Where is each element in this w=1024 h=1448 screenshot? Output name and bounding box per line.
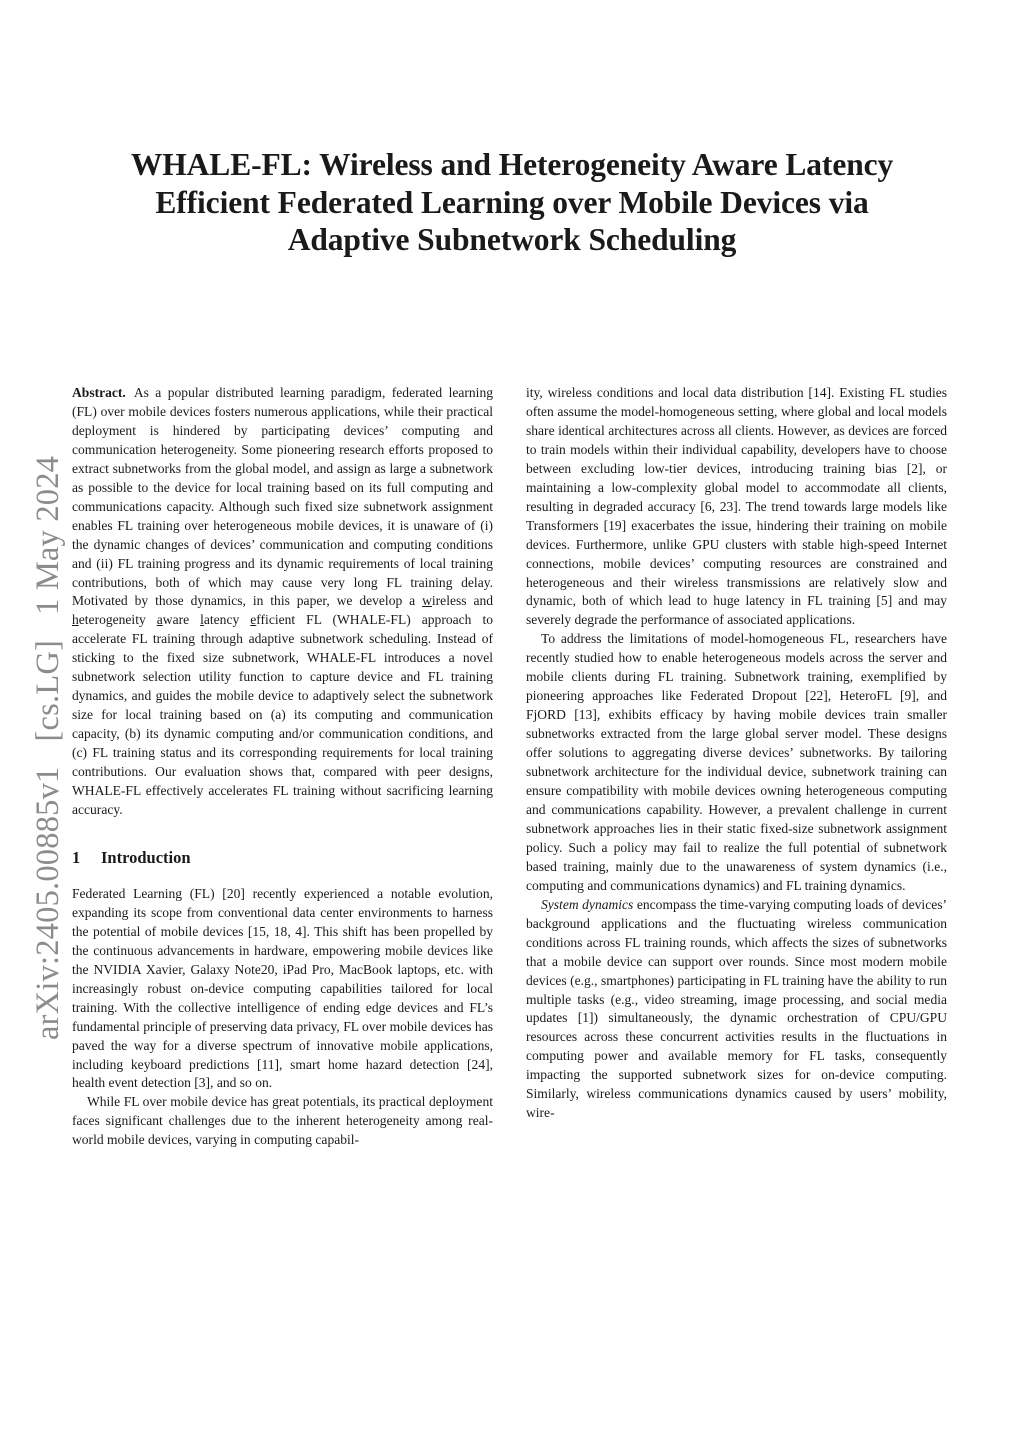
section-number: 1 (72, 847, 81, 867)
emphasis-term: System dynamics (541, 896, 634, 912)
right-column (526, 384, 947, 1123)
left-column (72, 384, 493, 1150)
acronym-letter: h (72, 612, 79, 628)
arxiv-category: [cs.LG] (30, 639, 66, 742)
abstract-text: As a popular distributed learning paradigm, federated learning (FL) over mobile devices fosters numerous applications, while their practical deployment is hindered by participating devices’ computing and communication heterogeneity. Some pioneering research efforts proposed to extract subnetworks from the global model, and assign as large a subnetwork as possible to the device for local training based on its full computing and communications capacity. Although such fixed size subnetwork assignment enables FL training over heterogeneous mobile devices, it is unaware of (i) the dynamic changes of devices’ communication and computing conditions and (ii) FL training progress and its dynamic requirements of local training contributions, both of which may cause very long FL training delay. Motivated by those dynamics, in this paper, we develop a (72, 385, 493, 609)
section-title: Introduction (101, 847, 191, 867)
acronym-letter: e (250, 612, 257, 628)
title-line: Adaptive Subnetwork Scheduling (287, 222, 737, 257)
arxiv-id: arXiv:2405.00885v1 (30, 766, 66, 1040)
abstract (72, 384, 493, 820)
intro-paragraph: While FL over mobile device has great potentials, its practical deployment faces significant challenges due to the inherent heterogeneity among real-world mobile devices, varying in computing capabil- (72, 1094, 493, 1148)
acronym-rest: fficient FL (256, 612, 322, 628)
acronym-rest: atency (203, 612, 251, 628)
paper-title (60, 146, 964, 259)
arxiv-date: 1 May 2024 (30, 455, 66, 615)
body-paragraph: ity, wireless conditions and local data distribution [14]. Existing FL studies often assume the model-homogeneous setting, where global and local models share identical architectures across all clients. However, as devices are forced to train models within their individual capability, developers have to choose between excluding low-tier devices, introducing training bias [2], or maintaining a low-complexity global model to accommodate all clients, resulting in degraded accuracy [6, 23]. The trend towards large models like Transformers [19] exacerbates the issue, hindering their training on mobile devices. Furthermore, unlike GPU clusters with stable high-speed Internet connections, mobile devices’ computing resources are constrained and heterogeneous and their wireless transmissions are relatively slow and dynamic, both of which lead to huge latency in FL training [5] and may severely degrade the performance of associated applications. (526, 385, 947, 628)
acronym-rest: ireless and (431, 593, 493, 609)
abstract-text: (WHALE-FL) approach to accelerate FL training through adaptive subnetwork scheduling. Instead of sticking to the fixed size subnetwork, WHALE-FL introduces a novel subnetwork selection utility function to capture device and FL training dynamics, and guides the mobile device to adaptively select the subnetwork size for local training based on (a) its computing and communication capacity, (b) its dynamic computing and/or communication conditions, and (c) FL training status and its corresponding requirements for local training contributions. Our evaluation shows that, compared with peer designs, WHALE-FL effectively accelerates FL training without sacrificing learning accuracy. (72, 612, 493, 817)
body-paragraph (526, 896, 947, 1123)
section-heading-introduction (72, 848, 493, 868)
acronym-rest: ware (162, 612, 201, 628)
acronym-rest: eterogeneity (78, 612, 157, 628)
body-paragraph: To address the limitations of model-homogeneous FL, researchers have recently studied how to enable heterogeneous models across the server and mobile clients during FL training. Subnetwork training, exemplified by pioneering approaches like Federated Dropout [22], HeteroFL [9], and FjORD [13], exhibits efficacy by having mobile devices train smaller subnetworks extracted from the large global server model. These designs offer solutions to aggregating diverse devices’ subnetworks. By tailoring subnetwork architecture for the individual device, subnetwork training can ensure compatibility with mobile devices owning heterogeneous computing and communications capability. However, a prevalent challenge in current subnetwork approaches lies in their static fixed-size subnetwork assignment policy. Such a policy may fail to realize the full potential of subnetwork based training, mainly due to the unawareness of system dynamics (i.e., computing and communications dynamics) and FL training dynamics. (526, 631, 947, 893)
acronym-letter: w (422, 593, 432, 609)
abstract-label: Abstract. (72, 385, 126, 400)
arxiv-stamp (30, 456, 67, 1040)
acronym-letter: a (156, 612, 163, 628)
acronym-letter: l (200, 612, 204, 628)
paragraph-text: encompass the time-varying computing loads of devices’ background applications and the fluctuating wireless communication conditions across FL training rounds, which affects the sizes of subnetworks that a mobile device can support over rounds. Since most modern mobile devices (e.g., smartphones) participating in FL training have the ability to run multiple tasks (e.g., video streaming, image processing, and social media updates [1]) simultaneously, the dynamic orchestration of CPU/GPU resources across these concurrent activities results in the fluctuations in computing power and available memory for FL tasks, consequently impacting the supported subnetwork sizes for on-device computing. Similarly, wireless communications dynamics caused by users’ mobility, wire- (526, 896, 948, 1121)
title-line: Efficient Federated Learning over Mobile Devices via (155, 184, 869, 220)
intro-paragraph: Federated Learning (FL) [20] recently experienced a notable evolution, expanding its scope from conventional data center environments to harness the potential of mobile devices [15, 18, 4]. This shift has been propelled by the continuous advancements in hardware, empowering mobile devices like the NVIDIA Xavier, Galaxy Note20, iPad Pro, MacBook laptops, etc. with increasingly robust on-device computing capabilities tailored for local training. With the collective intelligence of ending edge devices and FL’s fundamental principle of preserving data privacy, FL over mobile devices has paved the way for a diverse spectrum of innovative mobile applications, including keyboard predictions [11], smart home hazard detection [24], health event detection [3], and so on. (72, 885, 493, 1091)
title-line: WHALE-FL: Wireless and Heterogeneity Aware Latency (130, 147, 894, 182)
